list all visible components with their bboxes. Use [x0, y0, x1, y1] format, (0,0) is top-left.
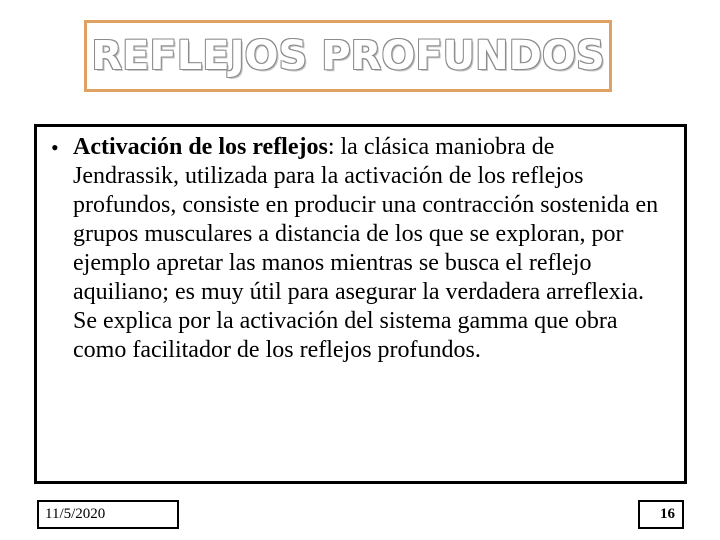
bullet-item [51, 133, 664, 365]
bullet-paragraph [73, 133, 664, 365]
content-box [34, 124, 687, 484]
bullet-icon: • [51, 135, 59, 160]
slide-title: REFLEJOS PROFUNDOS [91, 33, 605, 79]
footer-page-number: 16 [638, 500, 684, 529]
bullet-body: : la clásica maniobra de Jendrassik, utilizada para la activación de los reflejos profundos, consiste en producir una contracción sostenida en grupos musculares a distancia de los que se exploran, por ejemplo apretar las manos mientras se busca el reflejo aquiliano; es muy útil para asegurar la verdadera arreflexia. Se explica por la activación del sistema gamma que obra como facilitador de los reflejos profundos. [73, 134, 659, 363]
footer-date: 11/5/2020 [37, 500, 179, 529]
title-box [84, 20, 612, 92]
bullet-heading: Activación de los reflejos [73, 134, 328, 160]
